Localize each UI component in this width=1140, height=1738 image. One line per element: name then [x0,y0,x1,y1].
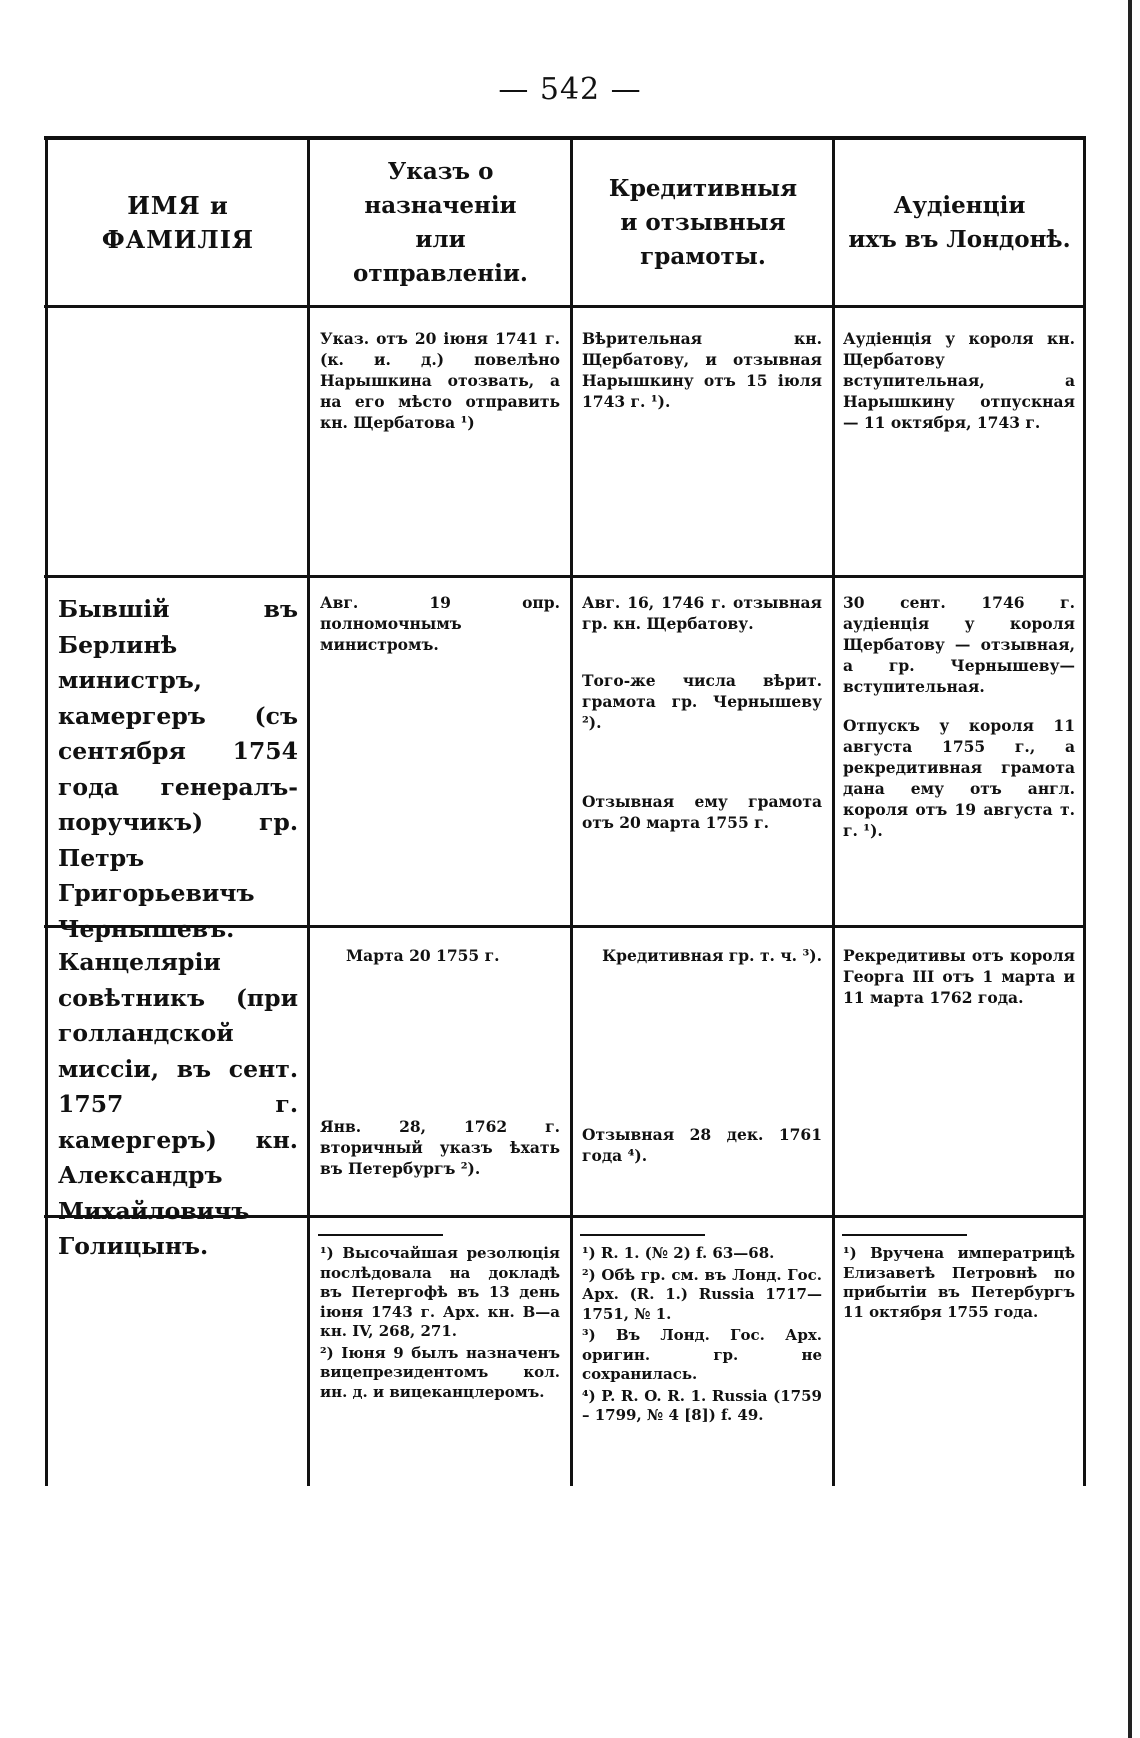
row2-audience-text-2: Отпускъ у короля 11 августа 1755 г., а рекредитивная грамота дана ему отъ англ. короля отъ 19 августа т. г. ¹). [843,716,1075,840]
footnotes-audience [843,1244,1075,1324]
footnotes-decree [320,1244,560,1404]
footnote-rule-audience [842,1234,967,1236]
header-audience: Аудіенціи ихъ въ Лондонѣ. [848,191,1071,253]
footnote-credentials-3: ³) Въ Лонд. Гос. Арх. оригин. гр. не сохранилась. [582,1326,822,1383]
row3-decree [320,945,560,1191]
row3-decree-text-2: Янв. 28, 1762 г. вторичный указъ ѣхать въ Петербургъ ²). [320,1117,560,1178]
row1-credentials [582,328,822,424]
footnote-credentials-2: ²) Обѣ гр. см. въ Лонд. Гос. Арх. (R. 1.) Russia 1717—1751, № 1. [582,1265,822,1323]
footnote-decree-2: ²) Іюня 9 былъ назначенъ вицепрезидентомъ кол. ин. д. и вицеканцлеромъ. [320,1343,560,1401]
row3-credentials-text-1: Кредитивная гр. т. ч. ³). [602,946,822,965]
row2-decree [320,592,560,667]
row3-decree-text-1: Марта 20 1755 г. [346,946,500,965]
header-name: ИМЯ и ФАМИЛІЯ [101,190,255,254]
row3-audience [843,945,1075,1020]
footnote-credentials-4: ⁴) P. R. O. R. 1. Russia (1759 – 1799, № 4 [8]) f. 49. [582,1386,822,1424]
row3-name: Канцеляріи совѣтникъ (при голландской миссіи, въ сент. 1757 г. камергеръ) кн. Александръ Михайловичъ Голицынъ. [58,948,298,1260]
row3-audience-text: Рекредитивы отъ короля Георга III отъ 1 марта и 11 марта 1762 года. [843,946,1075,1007]
row1-decree [320,328,560,445]
header-credentials: Кредитивныя и отзывныя грамоты. [608,174,798,270]
row1-decree-text: Указ. отъ 20 іюня 1741 г. (к. и. д.) повелѣно Нарышкина отозвать, а на его мѣсто отправить кн. Щербатова ¹) [320,329,560,432]
row1-audience-text: Аудіенція у короля кн. Щербатову вступительная, а Нарышкину отпускная — 11 октября, 1743 г. [843,329,1075,432]
row2-decree-text: Авг. 19 опр. полномочнымъ министромъ. [320,593,560,654]
footnote-audience-1: ¹) Вручена императрицѣ Елизаветѣ Петровнѣ по прибытіи въ Петербургъ 11 октября 1755 года. [843,1244,1075,1321]
header-decree: Указъ о назначеніи или отправленіи. [353,157,528,287]
row2-credentials [582,592,822,845]
row2-credentials-text-2: Того-же числа вѣрит. грамота гр. Чернышеву ²). [582,671,822,732]
footnote-credentials-1: ¹) R. 1. (№ 2) f. 63—68. [582,1244,775,1262]
row2-credentials-text-1: Авг. 16, 1746 г. отзывная гр. кн. Щербатову. [582,593,822,633]
row2-audience [843,592,1075,853]
page-edge-rule [1128,0,1132,1738]
row2-credentials-text-3: Отзывная ему грамота отъ 20 марта 1755 г. [582,792,822,832]
page-number: — 542 — [498,72,642,107]
row2-audience-text-1: 30 сент. 1746 г. аудіенція у короля Щербатову — отзывная, а гр. Чернышеву—вступительная. [843,593,1075,696]
footnote-rule-decree [318,1234,443,1236]
row3-credentials-text-2: Отзывная 28 дек. 1761 года ⁴). [582,1125,822,1165]
footnote-decree-1: ¹) Высочайшая резолюція послѣдовала на докладѣ въ Петергофѣ въ 13 день іюня 1743 г. Арх. кн. В—а кн. IV, 268, 271. [320,1244,560,1340]
row1-audience [843,328,1075,445]
row2-name: Бывшій въ Берлинѣ министръ, камергеръ (съ сентября 1754 года генералъ-поручикъ) гр. Петръ Григорьевичъ Чернышевъ. [58,595,298,943]
row3-credentials [582,945,822,1178]
footnote-rule-credentials [580,1234,705,1236]
row1-credentials-text: Вѣрительная кн. Щербатову, и отзывная Нарышкину отъ 15 іюля 1743 г. ¹). [582,329,822,411]
footnotes-credentials [582,1244,822,1428]
